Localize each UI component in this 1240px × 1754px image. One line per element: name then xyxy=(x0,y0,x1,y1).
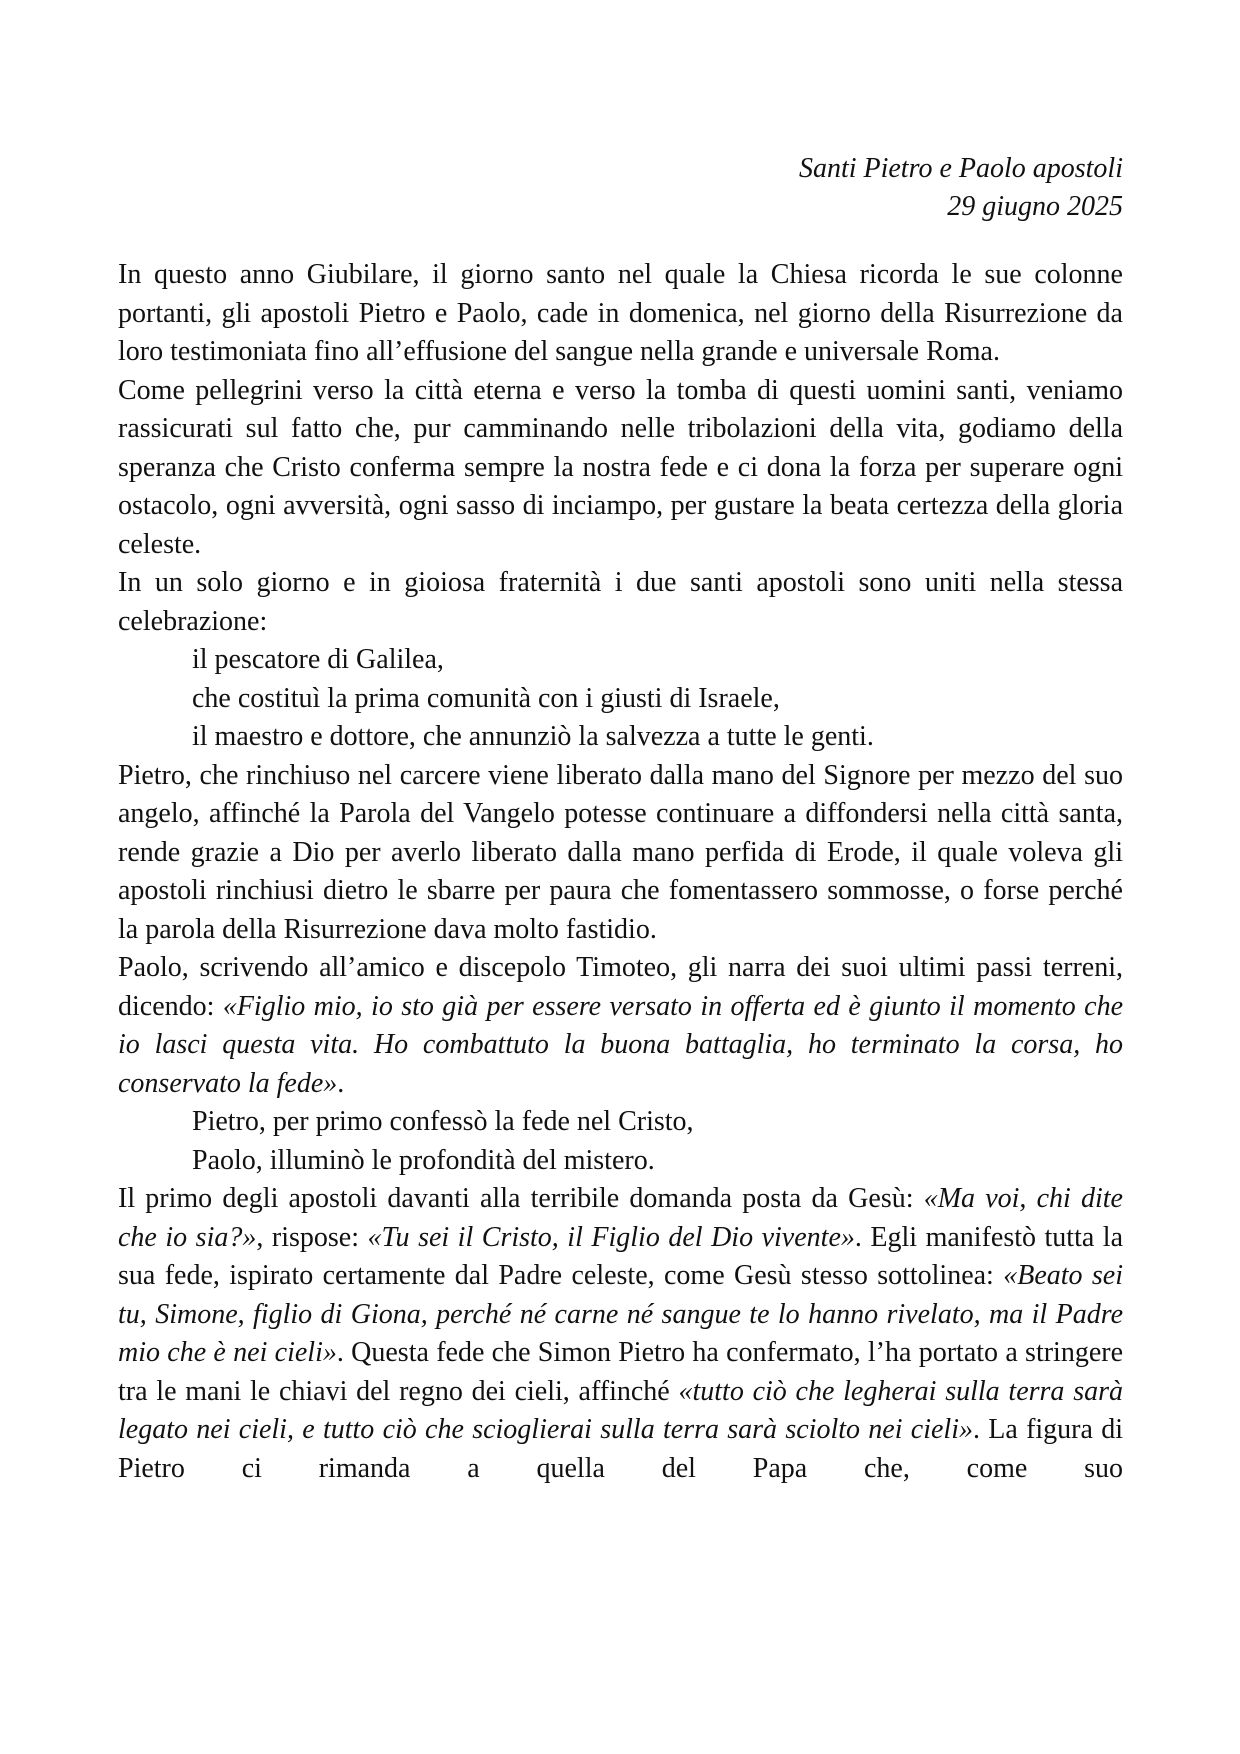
paragraph-3: In un solo giorno e in gioiosa fraternità i due santi apostoli sono uniti nella stessa celebrazione: xyxy=(118,567,1123,637)
paragraph-6-text-b: , rispose: xyxy=(256,1221,368,1253)
paragraph-6-text-c: . Egli manifestò tutta la sua fede, ispirato certamente dal Padre celeste, come Gesù stesso sottolinea: xyxy=(118,1221,1124,1291)
paragraph-4: Pietro, che rinchiuso nel carcere viene liberato dalla mano del Signore per mezzo del suo angelo, affinché la Parola del Vangelo potesse continuare a diffondersi nella città santa, rende grazie a Dio per averlo liberato dalla mano perfida di Erode, il quale voleva gli apostoli rinchiusi dietro le sbarre per paura che fomentassero sommosse, o forse perché la parola della Risurrezione dava molto fastidio. xyxy=(118,759,1123,945)
paragraph-6-text-e: . La figura di Pietro ci rimanda a quella del Papa che, come suo xyxy=(118,1414,1123,1484)
paragraph-1: In questo anno Giubilare, il giorno santo nel quale la Chiesa ricorda le sue colonne portanti, gli apostoli Pietro e Paolo, cade in domenica, nel giorno della Risurrezione da loro testimoniata fino all’effusione del sangue nella grande e universale Roma. xyxy=(118,259,1123,367)
paragraph-5 xyxy=(118,949,1123,1103)
paragraph-6-text-d: . Questa fede che Simon Pietro ha confermato, l’ha portato a stringere tra le mani le chiavi del regno dei cieli, affinché xyxy=(118,1337,1124,1407)
beatitude-quote: «Beato sei tu, Simone, figlio di Giona, perché né carne né sangue te lo hanno rivelato, ma il Padre mio che è nei cieli» xyxy=(118,1260,1124,1368)
feast-date: 29 giugno 2025 xyxy=(947,191,1123,222)
keys-quote: «tutto ciò che legherai sulla terra sarà legato nei cieli, e tutto ciò che scioglierai sulla terra sarà sciolto nei cieli» xyxy=(118,1375,1123,1445)
document-header xyxy=(118,150,1123,226)
feast-title: Santi Pietro e Paolo apostoli xyxy=(798,153,1123,184)
paragraph-5-text-b: . xyxy=(337,1067,345,1099)
peter-confession-quote: «Tu sei il Cristo, il Figlio del Dio vivente» xyxy=(367,1221,855,1253)
timothy-quote: «Figlio mio, io sto già per essere versato in offerta ed è giunto il momento che io lasci questa vita. Ho combattuto la buona battaglia, ho terminato la corsa, ho conservato la fede» xyxy=(118,990,1123,1099)
paragraph-6-text-a: Il primo degli apostoli davanti alla terribile domanda posta da Gesù: xyxy=(118,1183,924,1214)
paragraph-6 xyxy=(118,1180,1123,1488)
indented-verse-1-line-3: il maestro e dottore, che annunziò la salvezza a tutte le genti. xyxy=(192,721,874,752)
document-page xyxy=(118,150,1123,1488)
indented-verse-1-line-1: il pescatore di Galilea, xyxy=(192,644,444,675)
jesus-question-quote: «Ma voi, chi dite che io sia?» xyxy=(118,1183,1123,1253)
indented-verse-2-line-2: Paolo, illuminò le profondità del mistero. xyxy=(192,1144,655,1176)
paragraph-5-text-a: Paolo, scrivendo all’amico e discepolo Timoteo, gli narra dei suoi ultimi passi terreni, dicendo: xyxy=(118,952,1123,1022)
paragraph-2: Come pellegrini verso la città eterna e verso la tomba di questi uomini santi, veniamo rassicurati sul fatto che, pur camminando nelle tribolazioni della vita, godiamo della speranza che Cristo conferma sempre la nostra fede e ci dona la forza per superare ogni ostacolo, ogni avversità, ogni sasso di inciampo, per gustare la beata certezza della gloria celeste. xyxy=(118,374,1123,560)
indented-verse-1-line-2: che costituì la prima comunità con i giusti di Israele, xyxy=(192,682,780,714)
indented-verse-2-line-1: Pietro, per primo confessò la fede nel Cristo, xyxy=(192,1106,694,1137)
